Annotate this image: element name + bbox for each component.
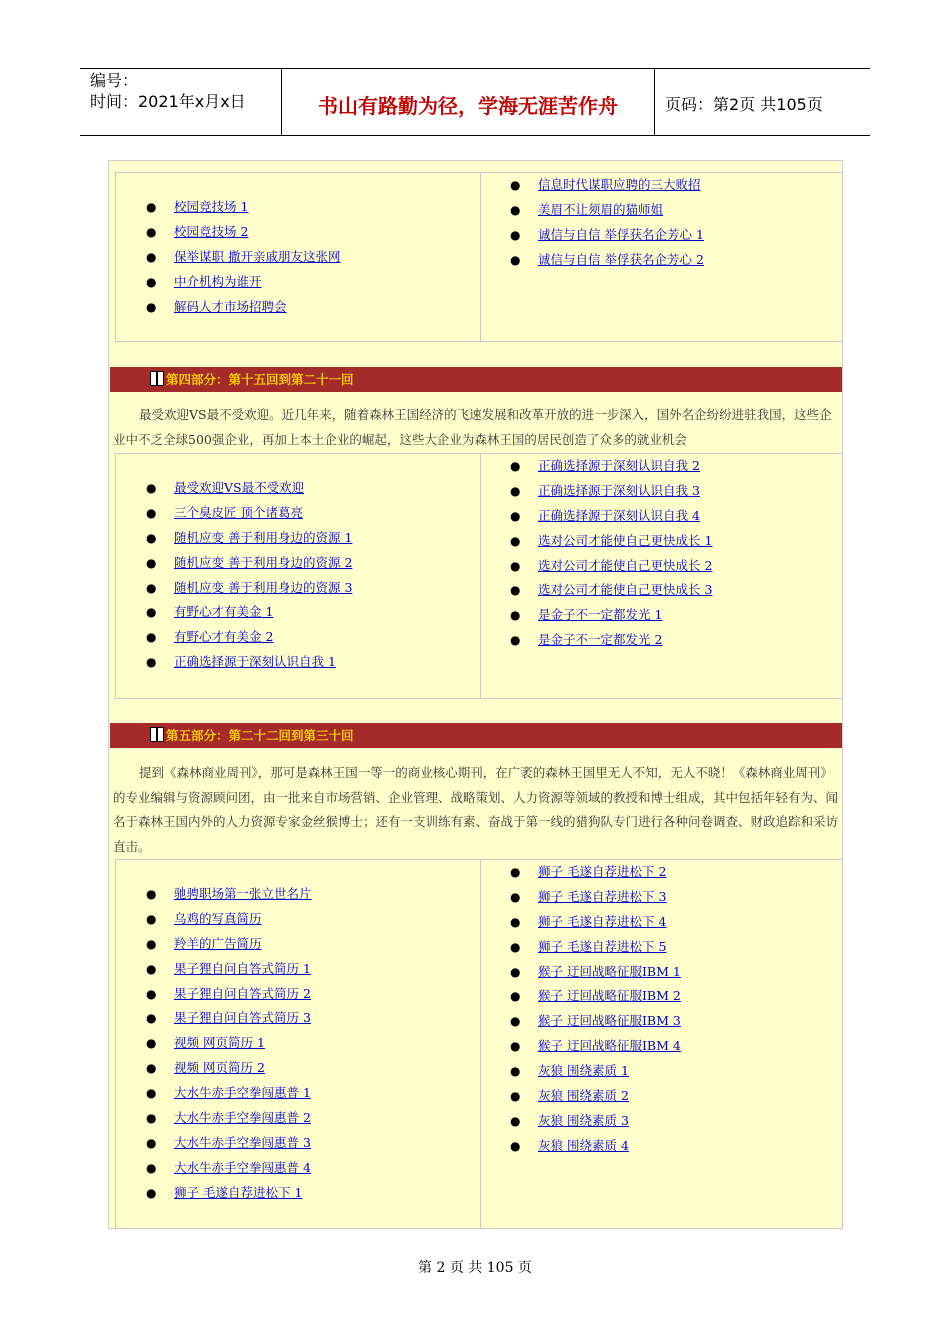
- list-item: [116, 1131, 480, 1156]
- list-item: [116, 576, 480, 601]
- bullet-icon: ●: [146, 1160, 157, 1175]
- bullet-icon: ●: [146, 961, 157, 976]
- article-link[interactable]: 羚羊的广告简历: [174, 935, 262, 951]
- bullet-icon: ●: [146, 605, 157, 620]
- list-item: [480, 1059, 842, 1084]
- article-link[interactable]: 果子狸自问自答式简历 2: [174, 985, 311, 1001]
- bullet-icon: ●: [146, 555, 157, 570]
- list-item: [480, 223, 842, 248]
- bullet-icon: ●: [510, 558, 521, 573]
- list-item: [116, 551, 480, 576]
- article-link[interactable]: 灰狼 围绕素质 2: [538, 1088, 629, 1104]
- bullet-icon: ●: [510, 939, 521, 954]
- bullet-icon: ●: [146, 481, 157, 495]
- bullet-icon: ●: [146, 911, 157, 926]
- list-item: [480, 504, 842, 529]
- bullet-icon: ●: [510, 1113, 521, 1128]
- bullet-icon: ●: [146, 505, 157, 520]
- article-link[interactable]: 诚信与自信 举俘获名企芳心 2: [538, 251, 704, 267]
- book-icon: [150, 371, 164, 386]
- article-link[interactable]: 随机应变 善于利用身边的资源 1: [174, 529, 353, 545]
- header-time: 时间：2021年x月x日: [90, 92, 246, 111]
- article-link[interactable]: 灰狼 围绕素质 4: [538, 1137, 629, 1153]
- list-item: [480, 554, 842, 579]
- bullet-icon: ●: [146, 1111, 157, 1126]
- bullet-icon: ●: [510, 989, 521, 1004]
- book-icon: [150, 727, 164, 742]
- bullet-icon: ●: [510, 608, 521, 623]
- article-link[interactable]: 信息时代谋职应聘的三大败招: [538, 177, 701, 192]
- article-link[interactable]: 大水牛赤手空拳闯惠普 2: [174, 1110, 311, 1126]
- article-link[interactable]: 猴子 迂回战略征服IBM 1: [538, 963, 681, 979]
- link-list: [480, 173, 842, 273]
- bullet-icon: ●: [146, 1185, 157, 1200]
- list-item: [116, 907, 480, 932]
- bullet-icon: ●: [510, 459, 521, 473]
- bullet-icon: ●: [510, 533, 521, 548]
- list-item: [116, 932, 480, 957]
- bullet-icon: ●: [510, 178, 521, 192]
- list-item: [116, 882, 480, 907]
- link-list: [480, 860, 842, 1159]
- bullet-icon: ●: [146, 1036, 157, 1051]
- article-link[interactable]: 最受欢迎VS最不受欢迎: [174, 480, 305, 495]
- list-item: [480, 910, 842, 935]
- article-link[interactable]: 是金子不一定都发光 1: [538, 607, 663, 623]
- article-link[interactable]: 保举谋职 撒开亲戚朋友这张网: [174, 248, 341, 264]
- list-item: [116, 625, 480, 650]
- bullet-icon: ●: [510, 964, 521, 979]
- article-link[interactable]: 选对公司才能使自己更快成长 2: [538, 557, 713, 573]
- list-item: [116, 526, 480, 551]
- bullet-icon: ●: [510, 508, 521, 523]
- link-table-section1: [115, 172, 843, 342]
- list-item: [480, 885, 842, 910]
- link-column-left: [116, 454, 481, 698]
- list-item: [116, 476, 480, 501]
- list-item: [480, 628, 842, 653]
- link-column-right: [480, 860, 842, 1228]
- link-table-part4: [115, 453, 843, 699]
- list-item: [116, 270, 480, 295]
- article-link[interactable]: 美眉不让须眉的猫师姐: [538, 201, 664, 217]
- list-item: [116, 1006, 480, 1031]
- list-item: [480, 1134, 842, 1159]
- article-link[interactable]: 有野心才有美金 2: [174, 629, 274, 645]
- article-link[interactable]: 狮子 毛遂自荐进松下 5: [538, 938, 667, 954]
- page-footer: 第 2 页 共 105 页: [418, 1260, 532, 1276]
- list-item: [480, 960, 842, 985]
- section-title: 第四部分：第十五回到第二十一回: [166, 372, 354, 387]
- list-item: [116, 650, 480, 675]
- article-link[interactable]: 校园竞技场 1: [174, 199, 249, 214]
- article-link[interactable]: 果子狸自问自答式简历 3: [174, 1010, 311, 1026]
- section-intro-part4: 最受欢迎VS最不受欢迎。近几年来，随着森林王国经济的飞速发展和改革开放的进一步深入，国外名企纷纷进驻我国，这些企业中不乏全球500强企业，再加上本土企业的崛起，这些大企业为森林王国的居民创造了众多的就业机会: [113, 407, 832, 447]
- link-column-left: [116, 173, 481, 341]
- bullet-icon: ●: [510, 1089, 521, 1104]
- article-link[interactable]: 正确选择源于深刻认识自我 2: [538, 458, 700, 473]
- list-item: [480, 454, 842, 479]
- article-link[interactable]: 正确选择源于深刻认识自我 3: [538, 482, 700, 498]
- link-list: [116, 882, 480, 1206]
- list-item: [116, 195, 480, 220]
- header-divider-2: [654, 68, 655, 135]
- article-link[interactable]: 随机应变 善于利用身边的资源 2: [174, 554, 353, 570]
- list-item: [116, 1056, 480, 1081]
- list-item: [116, 245, 480, 270]
- article-link[interactable]: 驰骋职场第一张立世名片: [174, 886, 312, 901]
- header-top-rule: [80, 68, 870, 69]
- list-item: [480, 1034, 842, 1059]
- article-link[interactable]: 诚信与自信 举俘获名企芳心 1: [538, 226, 704, 242]
- article-link[interactable]: 乌鸡的写真简历: [174, 910, 262, 926]
- bullet-icon: ●: [146, 630, 157, 645]
- list-item: [480, 603, 842, 628]
- link-column-right: [480, 173, 842, 341]
- bullet-icon: ●: [510, 202, 521, 217]
- article-link[interactable]: 狮子 毛遂自荐进松下 1: [174, 1184, 303, 1200]
- bullet-icon: ●: [146, 1011, 157, 1026]
- list-item: [480, 935, 842, 960]
- list-item: [116, 982, 480, 1007]
- article-link[interactable]: 正确选择源于深刻认识自我 4: [538, 507, 700, 523]
- bullet-icon: ●: [146, 887, 157, 901]
- bullet-icon: ●: [146, 1061, 157, 1076]
- list-item: [480, 578, 842, 603]
- list-item: [480, 984, 842, 1009]
- list-item: [480, 1109, 842, 1134]
- bullet-icon: ●: [146, 249, 157, 264]
- list-item: [480, 479, 842, 504]
- link-list: [116, 476, 480, 675]
- section-intro-part5: 提到《森林商业周刊》，那可是森林王国一等一的商业核心期刊，在广袤的森林王国里无人不知，无人不晓！《森林商业周刊》的专业编辑与资源顾问团，由一批来自市场营销、企业管理、战略策划、人力资源等领域的教授和博士组成，其中包括年轻有为、闻名于森林王国内外的人力资源专家金丝猴博士；还有一支训练有素、奋战于第一线的猎狗队专门进行各种问卷调查、财政追踪和采访直击。: [113, 765, 839, 854]
- section-bar-part5: [110, 723, 842, 748]
- article-link[interactable]: 随机应变 善于利用身边的资源 3: [174, 579, 353, 595]
- article-link[interactable]: 狮子 毛遂自荐进松下 2: [538, 864, 667, 879]
- list-item: [480, 529, 842, 554]
- header-page-number: 页码：第2页 共105页: [665, 95, 823, 114]
- bullet-icon: ●: [510, 1039, 521, 1054]
- header-bottom-rule: [80, 135, 870, 136]
- link-list: [480, 454, 842, 653]
- bullet-icon: ●: [510, 889, 521, 904]
- bullet-icon: ●: [510, 633, 521, 648]
- article-link[interactable]: 视频 网页简历 2: [174, 1060, 265, 1076]
- bullet-icon: ●: [146, 224, 157, 239]
- article-link[interactable]: 校园竞技场 2: [174, 223, 249, 239]
- list-item: [116, 957, 480, 982]
- section-bar-part4: [110, 367, 842, 392]
- bullet-icon: ●: [146, 530, 157, 545]
- bullet-icon: ●: [510, 583, 521, 598]
- article-link[interactable]: 狮子 毛遂自荐进松下 4: [538, 913, 667, 929]
- list-item: [480, 198, 842, 223]
- bullet-icon: ●: [510, 914, 521, 929]
- bullet-icon: ●: [146, 936, 157, 951]
- bullet-icon: ●: [510, 1138, 521, 1153]
- list-item: [480, 1009, 842, 1034]
- list-item: [116, 1031, 480, 1056]
- bullet-icon: ●: [146, 986, 157, 1001]
- article-link[interactable]: 猴子 迂回战略征服IBM 2: [538, 988, 681, 1004]
- article-link[interactable]: 正确选择源于深刻认识自我 1: [174, 654, 336, 670]
- article-link[interactable]: 中介机构为谁开: [174, 273, 262, 289]
- header-meta: [90, 70, 246, 112]
- bullet-icon: ●: [510, 252, 521, 267]
- article-link[interactable]: 是金子不一定都发光 2: [538, 632, 663, 648]
- article-link[interactable]: 大水牛赤手空拳闯惠普 4: [174, 1159, 311, 1175]
- article-link[interactable]: 解码人才市场招聘会: [174, 298, 287, 314]
- bullet-icon: ●: [146, 299, 157, 314]
- article-link[interactable]: 果子狸自问自答式简历 1: [174, 960, 311, 976]
- bullet-icon: ●: [146, 200, 157, 214]
- list-item: [116, 1081, 480, 1106]
- bullet-icon: ●: [510, 1064, 521, 1079]
- article-link[interactable]: 大水牛赤手空拳闯惠普 3: [174, 1134, 311, 1150]
- bullet-icon: ●: [510, 227, 521, 242]
- bullet-icon: ●: [510, 483, 521, 498]
- article-link[interactable]: 猴子 迂回战略征服IBM 4: [538, 1038, 681, 1054]
- section-title: 第五部分：第二十二回到第三十回: [166, 728, 354, 743]
- article-link[interactable]: 灰狼 围绕素质 1: [538, 1063, 629, 1079]
- bullet-icon: ●: [510, 1014, 521, 1029]
- link-column-right: [480, 454, 842, 698]
- list-item: [116, 1156, 480, 1181]
- bullet-icon: ●: [146, 655, 157, 670]
- list-item: [116, 600, 480, 625]
- link-list: [116, 195, 480, 319]
- list-item: [480, 248, 842, 273]
- list-item: [116, 295, 480, 320]
- list-item: [480, 860, 842, 885]
- article-link[interactable]: 狮子 毛遂自荐进松下 3: [538, 888, 667, 904]
- link-column-left: [116, 860, 481, 1228]
- article-link[interactable]: 灰狼 围绕素质 3: [538, 1112, 629, 1128]
- bullet-icon: ●: [510, 865, 521, 879]
- bullet-icon: ●: [146, 274, 157, 289]
- list-item: [116, 1181, 480, 1206]
- list-item: [116, 501, 480, 526]
- list-item: [116, 220, 480, 245]
- article-link[interactable]: 三个臭皮匠 顶个诸葛亮: [174, 504, 303, 520]
- bullet-icon: ●: [146, 580, 157, 595]
- article-link[interactable]: 大水牛赤手空拳闯惠普 1: [174, 1085, 311, 1101]
- content-frame: [108, 160, 843, 1229]
- article-link[interactable]: 选对公司才能使自己更快成长 1: [538, 532, 713, 548]
- header-number: 编号：: [90, 71, 139, 90]
- list-item: [480, 173, 842, 198]
- article-link[interactable]: 视频 网页简历 1: [174, 1035, 265, 1051]
- list-item: [116, 1106, 480, 1131]
- bullet-icon: ●: [146, 1135, 157, 1150]
- header-motto: 书山有路勤为径，学海无涯苦作舟: [318, 94, 618, 118]
- link-table-part5: [115, 859, 843, 1229]
- list-item: [480, 1084, 842, 1109]
- article-link[interactable]: 选对公司才能使自己更快成长 3: [538, 582, 713, 598]
- article-link[interactable]: 有野心才有美金 1: [174, 604, 274, 620]
- article-link[interactable]: 猴子 迂回战略征服IBM 3: [538, 1013, 681, 1029]
- bullet-icon: ●: [146, 1086, 157, 1101]
